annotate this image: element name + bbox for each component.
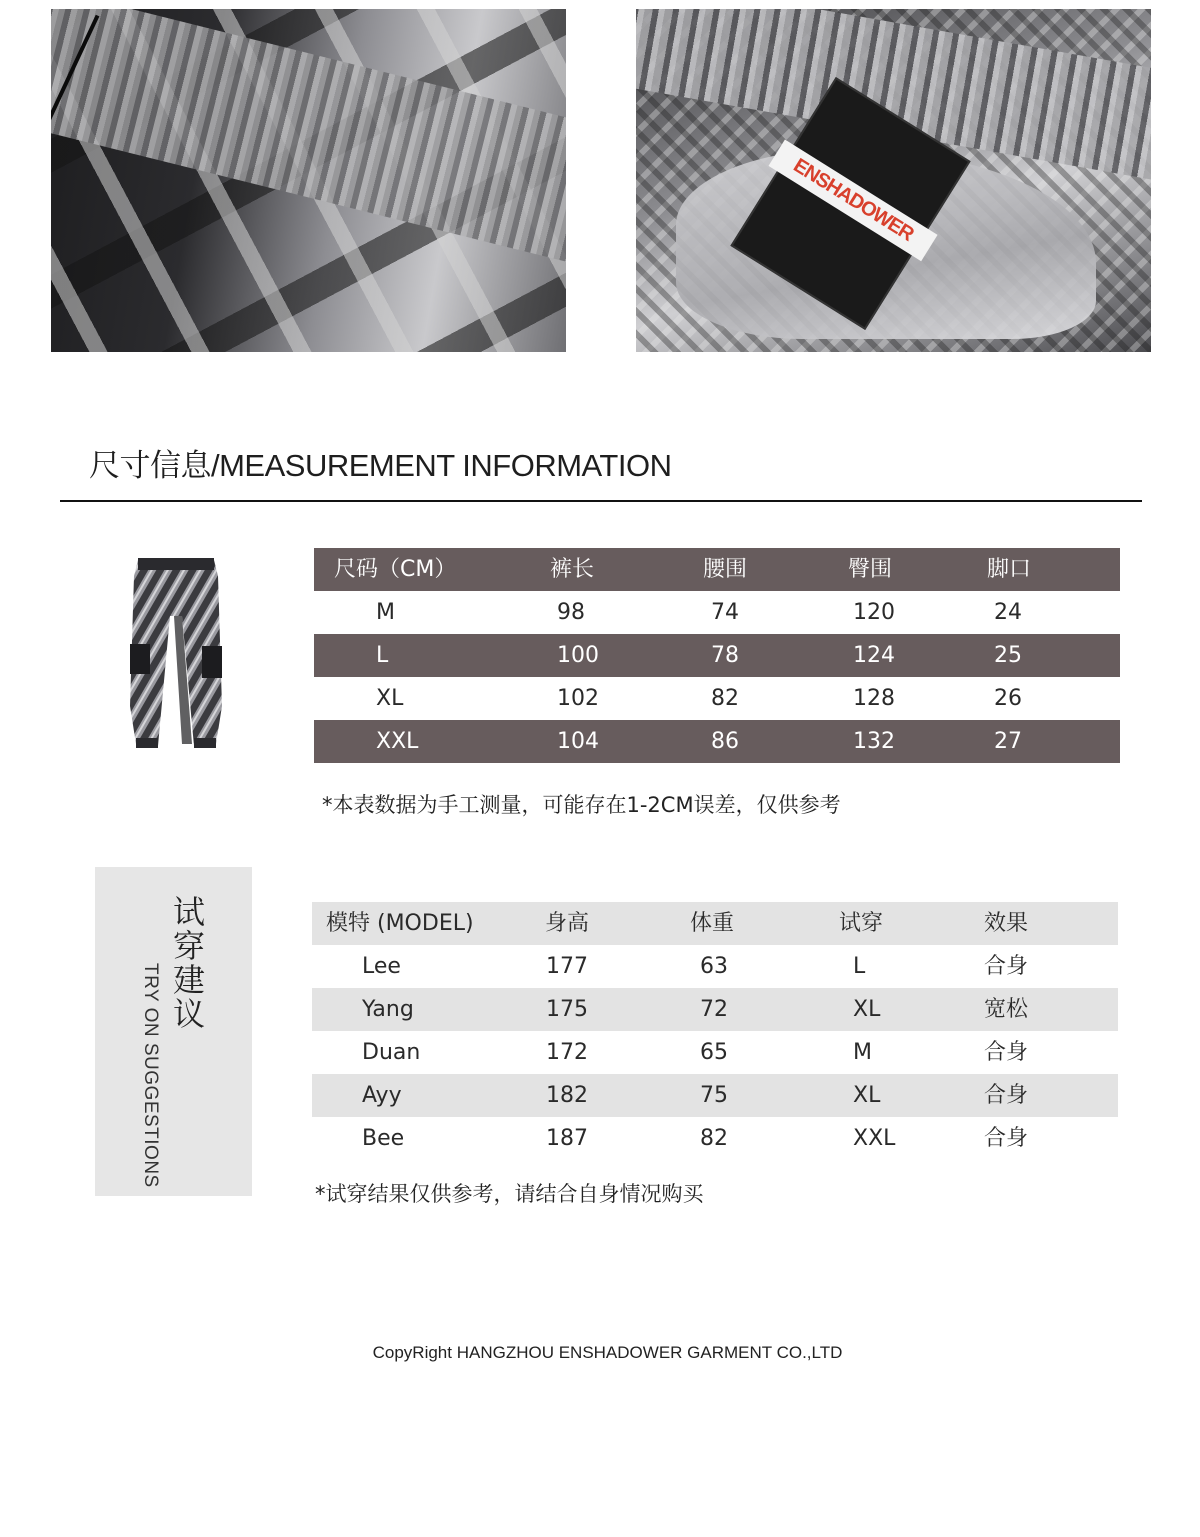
cell-waist: 74 [711, 600, 739, 625]
cell-height: 172 [546, 1040, 588, 1065]
cell-weight: 72 [700, 997, 728, 1022]
table-row [314, 720, 1120, 763]
cell-length: 104 [557, 729, 599, 754]
table-row [312, 988, 1118, 1031]
cell-hem: 24 [994, 600, 1022, 625]
cell-effect: 合身 [984, 1126, 1029, 1151]
table-row [314, 591, 1120, 634]
table-row [312, 1074, 1118, 1117]
try-on-title-zh: 试穿建议 [173, 893, 206, 1033]
cell-height: 175 [546, 997, 588, 1022]
header-weight: 体重 [690, 911, 735, 936]
waistband-photo-right [636, 9, 1151, 352]
cell-length: 98 [557, 600, 585, 625]
size-table-note: *本表数据为手工测量，可能存在1-2CM误差，仅供参考 [322, 793, 841, 817]
size-table [314, 548, 1120, 763]
cell-size: M [376, 600, 395, 625]
cell-model: Yang [362, 997, 414, 1022]
cell-weight: 63 [700, 954, 728, 979]
try-on-label-box [95, 867, 252, 1196]
cell-waist: 78 [711, 643, 739, 668]
cell-waist: 86 [711, 729, 739, 754]
cell-height: 182 [546, 1083, 588, 1108]
cell-effect: 合身 [984, 1083, 1029, 1108]
cell-hip: 120 [853, 600, 895, 625]
waistband-photo-left [51, 9, 566, 352]
table-row [314, 634, 1120, 677]
title-divider [60, 500, 1142, 502]
cell-hem: 27 [994, 729, 1022, 754]
cell-length: 102 [557, 686, 599, 711]
cell-effect: 合身 [984, 1040, 1029, 1065]
header-hip: 臀围 [848, 557, 893, 582]
cell-model: Duan [362, 1040, 421, 1065]
cell-hip: 132 [853, 729, 895, 754]
cell-waist: 82 [711, 686, 739, 711]
cell-model: Lee [362, 954, 401, 979]
cell-hip: 128 [853, 686, 895, 711]
model-table [312, 902, 1118, 1160]
header-length: 裤长 [550, 557, 595, 582]
cell-size: XXL [376, 729, 419, 754]
cell-fit-size: L [853, 954, 866, 979]
header-fit-size: 试穿 [839, 911, 884, 936]
cell-fit-size: XL [853, 1083, 881, 1108]
cell-effect: 宽松 [984, 997, 1029, 1022]
header-waist: 腰围 [703, 557, 748, 582]
cell-hip: 124 [853, 643, 895, 668]
table-row [312, 945, 1118, 988]
cell-model: Ayy [362, 1083, 402, 1108]
elastic-waistband [51, 9, 566, 284]
header-height: 身高 [545, 911, 590, 936]
table-row [312, 1117, 1118, 1160]
cell-weight: 75 [700, 1083, 728, 1108]
cell-size: L [376, 643, 389, 668]
cell-fit-size: XXL [853, 1126, 896, 1151]
cell-fit-size: XL [853, 997, 881, 1022]
header-size: 尺码（CM） [334, 557, 457, 582]
table-row [312, 1031, 1118, 1074]
model-table-header [312, 902, 1118, 945]
cell-weight: 65 [700, 1040, 728, 1065]
pants-thumbnail [124, 556, 228, 756]
brand-label-text: ENSHADOWER [769, 140, 938, 262]
size-table-header [314, 548, 1120, 591]
cell-hem: 26 [994, 686, 1022, 711]
copyright-text: CopyRight HANGZHOU ENSHADOWER GARMENT CO.,LTD [372, 1343, 843, 1362]
cell-model: Bee [362, 1126, 405, 1151]
cell-weight: 82 [700, 1126, 728, 1151]
cell-size: XL [376, 686, 404, 711]
header-model: 模特 (MODEL) [326, 911, 474, 936]
cell-height: 187 [546, 1126, 588, 1151]
table-row [314, 677, 1120, 720]
try-on-note: *试穿结果仅供参考，请结合自身情况购买 [315, 1182, 704, 1206]
header-hem: 脚口 [987, 557, 1032, 582]
cell-hem: 25 [994, 643, 1022, 668]
try-on-title-en: TRY ON SUGGESTIONS [140, 963, 161, 1188]
cell-length: 100 [557, 643, 599, 668]
cell-fit-size: M [853, 1040, 872, 1065]
cell-height: 177 [546, 954, 588, 979]
section-title: 尺寸信息/MEASUREMENT INFORMATION [89, 448, 672, 483]
header-effect: 效果 [984, 911, 1029, 936]
cell-effect: 合身 [984, 954, 1029, 979]
